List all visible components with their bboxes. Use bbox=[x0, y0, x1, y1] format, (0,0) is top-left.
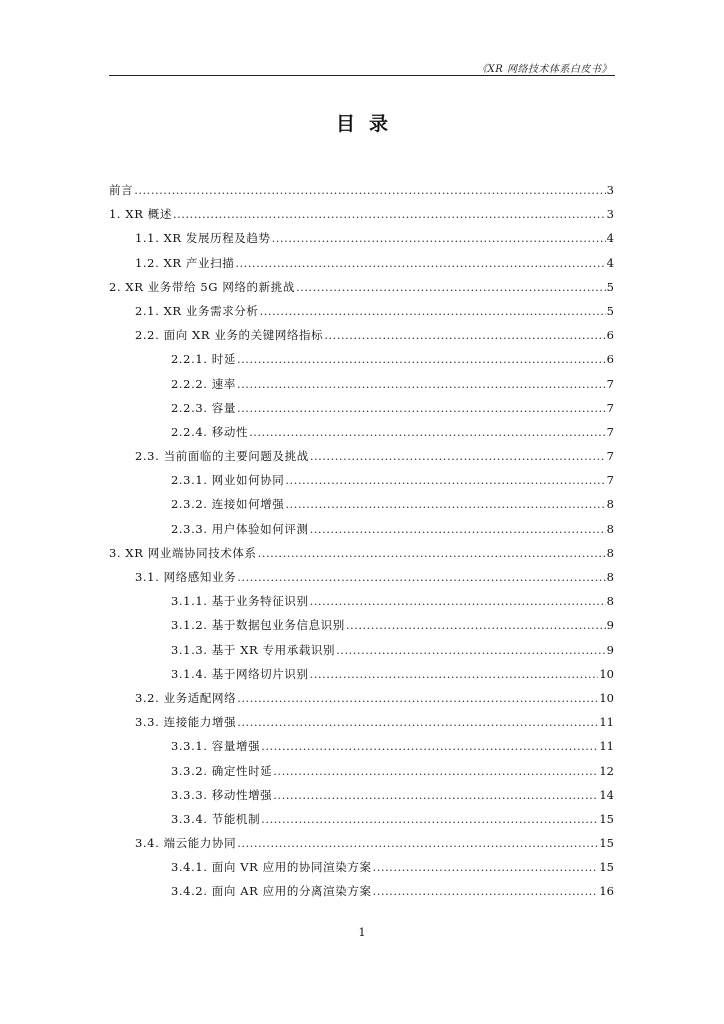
toc-entry-title: 3.3.2. 确定性时延 bbox=[171, 763, 273, 778]
toc-entry-title: 2. XR 业务带给 5G 网络的新挑战 bbox=[109, 279, 295, 294]
toc-entry[interactable] bbox=[109, 251, 614, 275]
toc-entry[interactable] bbox=[109, 807, 614, 831]
toc-entry-page: 16 bbox=[599, 884, 614, 899]
toc-dot-leader bbox=[237, 710, 598, 734]
toc-entry[interactable] bbox=[109, 759, 614, 783]
toc-dot-leader bbox=[235, 251, 605, 275]
toc-entry-page: 11 bbox=[599, 715, 614, 730]
toc-dot-leader bbox=[258, 541, 606, 565]
toc-entry-title: 3.2. 业务适配网络 bbox=[135, 690, 237, 705]
toc-entry-title: 3.1.4. 基于网络切片识别 bbox=[171, 666, 309, 681]
toc-entry-title: 3.4.2. 面向 AR 应用的分离渲染方案 bbox=[171, 884, 372, 899]
toc-dot-leader bbox=[237, 372, 606, 396]
toc-entry-title: 3.3.3. 移动性增强 bbox=[171, 787, 273, 802]
toc-entry[interactable] bbox=[109, 323, 614, 347]
toc-entry[interactable] bbox=[109, 638, 614, 662]
toc-entry[interactable] bbox=[109, 396, 614, 420]
toc-entry[interactable] bbox=[109, 686, 614, 710]
toc-entry-page: 7 bbox=[606, 473, 614, 488]
toc-entry-page: 3 bbox=[606, 183, 614, 197]
running-header-title: 《XR 网络技术体系白皮书》 bbox=[477, 64, 612, 75]
toc-entry-title: 3.3.1. 容量增强 bbox=[171, 739, 261, 754]
toc-dot-leader bbox=[346, 613, 606, 637]
toc-entry-page: 8 bbox=[606, 545, 614, 560]
toc-entry-title: 2.2.4. 移动性 bbox=[171, 424, 249, 439]
toc-entry-title: 3.4.1. 面向 VR 应用的协同渲染方案 bbox=[171, 860, 372, 875]
toc-entry-title: 3.1.2. 基于数据包业务信息识别 bbox=[171, 618, 345, 633]
toc-entry[interactable] bbox=[109, 879, 614, 903]
toc-entry-title: 3.1. 网络感知业务 bbox=[135, 570, 237, 584]
toc-entry-page: 11 bbox=[599, 739, 614, 754]
toc-entry[interactable] bbox=[109, 565, 614, 589]
toc-entry-page: 15 bbox=[599, 811, 614, 826]
toc-entry[interactable] bbox=[109, 444, 614, 468]
toc-entry-page: 10 bbox=[599, 690, 614, 705]
toc-dot-leader bbox=[134, 178, 605, 202]
toc-entry-title: 2.2.1. 时延 bbox=[171, 352, 236, 367]
toc-dot-leader bbox=[237, 831, 598, 855]
toc-entry[interactable] bbox=[109, 420, 614, 444]
toc-entry[interactable] bbox=[109, 734, 614, 758]
toc-entry-page: 3 bbox=[606, 207, 614, 222]
toc-entry-title: 2.1. XR 业务需求分析 bbox=[135, 303, 259, 318]
toc-dot-leader bbox=[285, 468, 605, 492]
toc-entry-page: 4 bbox=[606, 231, 614, 246]
toc-entry[interactable] bbox=[109, 662, 614, 686]
toc-entry-title: 2.3. 当前面临的主要问题及挑战 bbox=[135, 449, 309, 464]
toc-entry-title: 1. XR 概述 bbox=[109, 207, 172, 222]
toc-dot-leader bbox=[261, 734, 598, 758]
toc-dot-leader bbox=[273, 783, 598, 807]
toc-entry-title: 2.2.3. 容量 bbox=[171, 400, 236, 415]
toc-entry[interactable] bbox=[109, 275, 614, 299]
toc-entry-page: 15 bbox=[599, 836, 614, 851]
page-number: 1 bbox=[358, 926, 366, 939]
toc-entry-page: 10 bbox=[599, 666, 614, 681]
toc-entry-page: 4 bbox=[606, 255, 614, 270]
toc-entry-page: 8 bbox=[606, 570, 614, 584]
table-of-contents bbox=[109, 178, 614, 904]
toc-dot-leader bbox=[373, 855, 599, 879]
toc-entry[interactable] bbox=[109, 347, 614, 371]
toc-entry-title: 3.4. 端云能力协同 bbox=[135, 836, 237, 851]
toc-entry-page: 9 bbox=[606, 642, 614, 657]
toc-entry[interactable] bbox=[109, 855, 614, 879]
toc-entry[interactable] bbox=[109, 468, 614, 492]
toc-dot-leader bbox=[237, 565, 605, 589]
toc-entry-title: 1.2. XR 产业扫描 bbox=[135, 255, 235, 270]
toc-entry-page: 6 bbox=[606, 352, 614, 367]
toc-entry[interactable] bbox=[109, 202, 614, 226]
toc-entry[interactable] bbox=[109, 710, 614, 734]
toc-entry[interactable] bbox=[109, 613, 614, 637]
toc-title: 目录 bbox=[335, 113, 402, 135]
toc-entry[interactable] bbox=[109, 226, 614, 250]
toc-dot-leader bbox=[273, 759, 598, 783]
toc-entry-page: 5 bbox=[606, 303, 614, 318]
toc-entry-page: 7 bbox=[606, 376, 614, 391]
toc-entry-page: 7 bbox=[606, 424, 614, 439]
toc-entry[interactable] bbox=[109, 517, 614, 541]
toc-entry-page: 8 bbox=[606, 497, 614, 512]
toc-dot-leader bbox=[272, 226, 606, 250]
toc-entry-title: 3.1.1. 基于业务特征识别 bbox=[171, 594, 309, 609]
toc-entry-title: 2.2. 面向 XR 业务的关键网络指标 bbox=[135, 328, 324, 343]
toc-entry-page: 9 bbox=[606, 618, 614, 633]
toc-dot-leader bbox=[310, 444, 606, 468]
toc-entry-title: 2.3.1. 网业如何协同 bbox=[171, 473, 285, 488]
toc-dot-leader bbox=[296, 275, 606, 299]
toc-entry-title: 3.1.3. 基于 XR 专用承载识别 bbox=[171, 642, 336, 657]
toc-entry-title: 2.3.2. 连接如何增强 bbox=[171, 497, 285, 512]
toc-dot-leader bbox=[310, 589, 606, 613]
toc-entry[interactable] bbox=[109, 178, 614, 202]
toc-entry-title: 前言 bbox=[109, 183, 134, 197]
toc-entry-page: 15 bbox=[599, 860, 614, 875]
toc-dot-leader bbox=[324, 323, 605, 347]
toc-dot-leader bbox=[310, 517, 606, 541]
toc-entry-title: 3. XR 网业端协同技术体系 bbox=[109, 545, 257, 560]
toc-entry[interactable] bbox=[109, 372, 614, 396]
toc-entry-page: 7 bbox=[606, 449, 614, 464]
toc-entry[interactable] bbox=[109, 541, 614, 565]
toc-dot-leader bbox=[310, 662, 599, 686]
toc-entry-title: 2.3.3. 用户体验如何评测 bbox=[171, 521, 309, 536]
toc-entry[interactable] bbox=[109, 831, 614, 855]
toc-entry[interactable] bbox=[109, 783, 614, 807]
toc-entry-page: 5 bbox=[606, 279, 614, 294]
toc-dot-leader bbox=[260, 299, 606, 323]
toc-entry-title: 3.3. 连接能力增强 bbox=[135, 715, 237, 730]
toc-entry-page: 8 bbox=[606, 521, 614, 536]
toc-dot-leader bbox=[237, 686, 598, 710]
toc-dot-leader bbox=[373, 879, 599, 903]
toc-entry-title: 1.1. XR 发展历程及趋势 bbox=[135, 231, 271, 246]
toc-dot-leader bbox=[249, 420, 606, 444]
toc-entry-title: 2.2.2. 速率 bbox=[171, 376, 236, 391]
header-rule bbox=[109, 75, 615, 76]
toc-dot-leader bbox=[173, 202, 606, 226]
toc-entry-page: 7 bbox=[606, 400, 614, 415]
toc-entry-page: 6 bbox=[606, 328, 614, 343]
toc-entry-title: 3.3.4. 节能机制 bbox=[171, 811, 261, 826]
toc-dot-leader bbox=[285, 492, 605, 516]
toc-dot-leader bbox=[261, 807, 598, 831]
toc-entry-page: 8 bbox=[606, 594, 614, 609]
toc-dot-leader bbox=[336, 638, 606, 662]
toc-entry-page: 12 bbox=[599, 763, 614, 778]
toc-entry[interactable] bbox=[109, 492, 614, 516]
toc-dot-leader bbox=[237, 347, 606, 371]
toc-entry-page: 14 bbox=[599, 787, 614, 802]
toc-entry[interactable] bbox=[109, 299, 614, 323]
toc-dot-leader bbox=[237, 396, 606, 420]
toc-entry[interactable] bbox=[109, 589, 614, 613]
